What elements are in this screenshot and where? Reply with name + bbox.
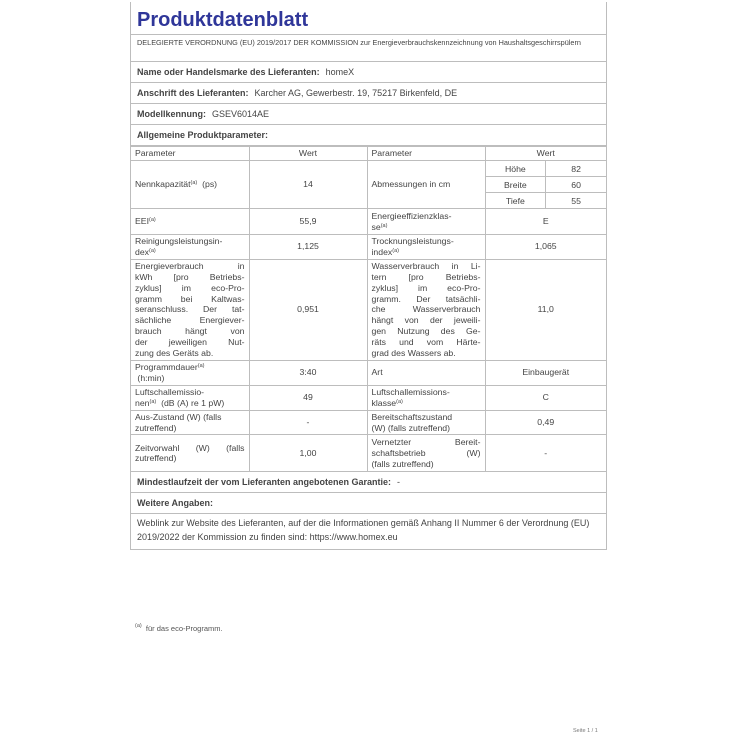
page-title: Produktdatenblatt: [137, 9, 309, 31]
table-row: [131, 385, 606, 410]
further-info-heading: Weitere Angaben:: [131, 493, 606, 514]
energy-consumption-label: Energieverbrauch in kWh [pro Betriebs- zyklus] im eco-Pro- gramm bei Kaltwas- seranschluss. Der tat- sächliche Energiever- brauch hängt von der jeweiligen Nut- zung des Geräts ab.: [131, 259, 249, 360]
dimensions-table: [486, 161, 607, 208]
warranty-label: Mindestlaufzeit der vom Lieferanten angebotenen Garantie:: [137, 477, 392, 488]
warranty-row: [131, 472, 606, 493]
capacity-label: Nennkapazität$^{(a)}$ (ps): [131, 161, 249, 209]
model-value: GSEV6014AE: [212, 109, 270, 119]
drying-index-label: Trocknungsleistungs- index$^{(a)}$: [367, 235, 485, 260]
dimensions-label: Abmessungen in cm: [367, 161, 485, 209]
water-consumption-label: Wasserverbrauch in Li- tern [pro Betriebs- zyklus] im eco-Pro- gramm. Der tatsächli- che Wasserverbrauch hängt von der jeweili- gen Nutzung des Ge- räts und vom Härte- grad des Wassers ab.: [367, 259, 485, 360]
height-label: Höhe: [486, 161, 546, 177]
param-header: Parameter: [367, 147, 485, 161]
delay-start-value: 1,00: [249, 435, 367, 472]
eei-value: 55,9: [249, 209, 367, 235]
noise-value: 49: [249, 385, 367, 410]
supplier-name-row: [131, 62, 606, 83]
standby-value: 0,49: [485, 410, 606, 435]
supplier-address-label: Anschrift des Lieferanten:: [137, 88, 249, 98]
height-value: 82: [546, 161, 606, 177]
duration-label: Programmdauer$^{(a)}$ (h:min): [131, 360, 249, 385]
product-data-sheet: [130, 2, 607, 550]
weblink-text: Weblink zur Website des Lieferanten, auf der die Informationen gemäß Anhang II Nummer 6 der Verordnung (EU) 2019/2022 der Kommission zu finden sind: https://www.homex.eu: [131, 514, 606, 550]
regulation-intro: DELEGIERTE VERORDNUNG (EU) 2019/2017 DER KOMMISSION zur Energieverbrauchskennzeichnung von Haushaltsgeschirrspülern: [131, 35, 606, 62]
general-params-heading: Allgemeine Produktparameter:: [131, 125, 606, 146]
depth-label: Tiefe: [486, 193, 546, 209]
standby-label: Bereitschaftszustand (W) (falls zutreffend): [367, 410, 485, 435]
table-header-row: [131, 147, 606, 161]
title-row: [131, 2, 606, 35]
value-header: Wert: [249, 147, 367, 161]
energy-class-label: Energieeffizienzklas- $se^{(a)}$: [367, 209, 485, 235]
networked-standby-value: -: [485, 435, 606, 472]
energy-class-value: E: [485, 209, 606, 235]
table-row: [131, 209, 606, 235]
depth-value: 55: [546, 193, 606, 209]
water-consumption-value: 11,0: [485, 259, 606, 360]
cleaning-index-label: Reinigungsleistungsin- dex$^{(a)}$: [131, 235, 249, 260]
table-row: [131, 259, 606, 360]
cleaning-index-value: 1,125: [249, 235, 367, 260]
drying-index-value: 1,065: [485, 235, 606, 260]
width-value: 60: [546, 177, 606, 193]
supplier-name-value: homeX: [325, 67, 355, 77]
footnote-mark: (a): [135, 623, 142, 629]
model-row: [131, 104, 606, 125]
table-row: [131, 435, 606, 472]
type-value: Einbaugerät: [485, 360, 606, 385]
duration-value: 3:40: [249, 360, 367, 385]
noise-class-value: C: [485, 385, 606, 410]
table-row: [131, 235, 606, 260]
page-number: Seite 1 / 1: [573, 728, 598, 734]
warranty-value: -: [397, 477, 401, 488]
dimensions-value: [485, 161, 606, 209]
model-label: Modellkennung:: [137, 109, 206, 119]
table-row: [131, 410, 606, 435]
supplier-address-value: Karcher AG, Gewerbestr. 19, 75217 Birkenfeld, DE: [254, 88, 458, 98]
noise-class-label: Luftschallemissions- klasse$^{(a)}$: [367, 385, 485, 410]
table-row: [131, 161, 606, 209]
networked-standby-label: Vernetzter Bereit- schaftsbetrieb (W) (falls zutreffend): [367, 435, 485, 472]
off-mode-value: -: [249, 410, 367, 435]
energy-consumption-value: 0,951: [249, 259, 367, 360]
off-mode-label: Aus-Zustand (W) (falls zutreffend): [131, 410, 249, 435]
value-header: Wert: [485, 147, 606, 161]
eei-label: EEI$^{(a)}$: [131, 209, 249, 235]
param-header: Parameter: [131, 147, 249, 161]
capacity-value: 14: [249, 161, 367, 209]
table-row: [131, 360, 606, 385]
supplier-name-label: Name oder Handelsmarke des Lieferanten:: [137, 67, 320, 77]
delay-start-label: Zeitvorwahl (W) (falls zutreffend): [131, 435, 249, 472]
width-label: Breite: [486, 177, 546, 193]
footnote: [135, 624, 223, 633]
type-label: Art: [367, 360, 485, 385]
footnote-text: für das eco-Programm.: [145, 624, 223, 633]
params-table: [131, 146, 606, 472]
supplier-address-row: [131, 83, 606, 104]
noise-label: Luftschallemissio- nen$^{(a)}$ (dB (A) re 1 pW): [131, 385, 249, 410]
